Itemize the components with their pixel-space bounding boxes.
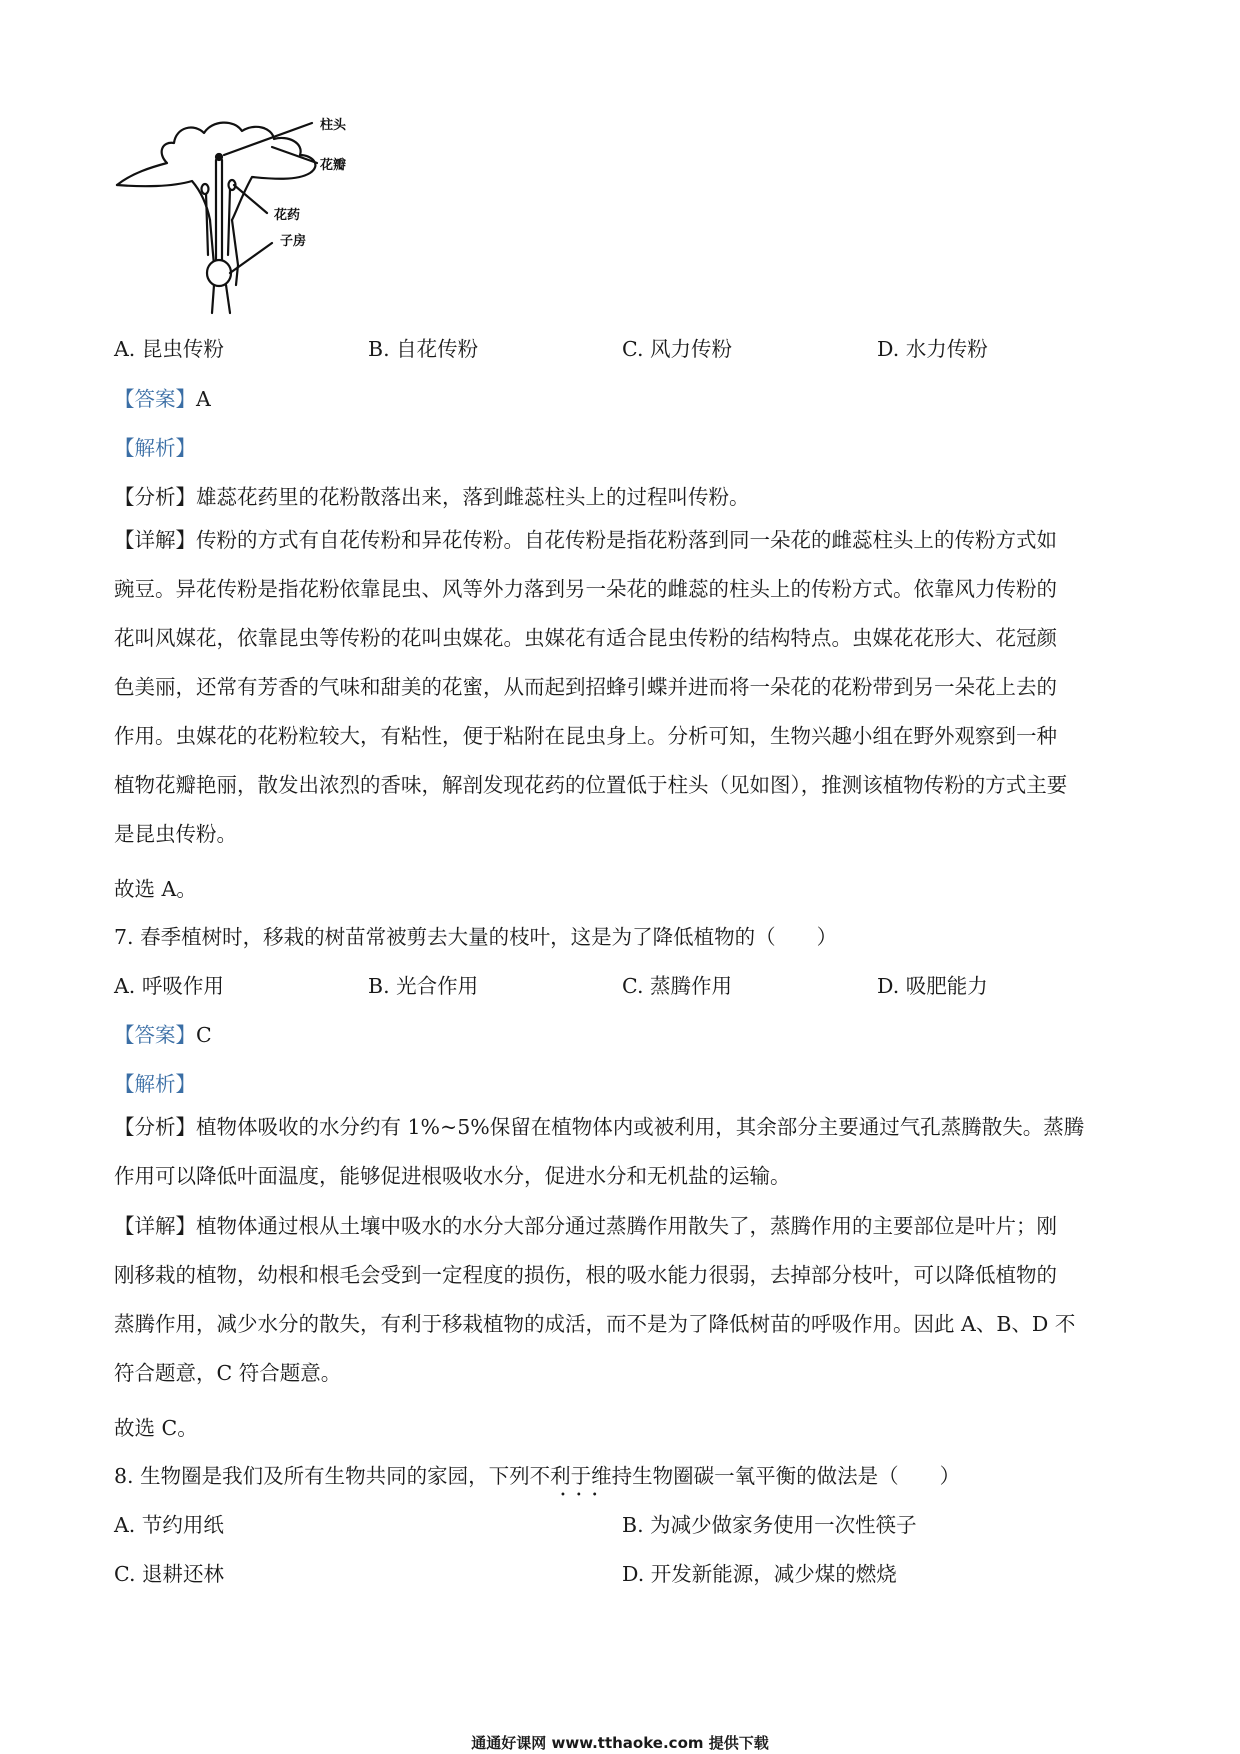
q7-analysis-tag: 【解析】 (114, 1072, 196, 1096)
xiangjie-line: 蒸腾作用，减少水分的散失，有利于移栽植物的成活，而不是为了降低树苗的呼吸作用。因此 A、B、D 不 (114, 1312, 1076, 1336)
fenxi-tag: 【分析】 (114, 485, 196, 509)
q6-conclusion: 故选 A。 (114, 877, 197, 901)
xiangjie-line: 刚移栽的植物，幼根和根毛会受到一定程度的损伤，根的吸水能力很弱，去掉部分枝叶，可以降低植物的 (114, 1263, 1057, 1287)
q7-fenxi (114, 1112, 1132, 1210)
q7-options (0, 969, 1240, 999)
q6-option-c: C. 风力传粉 (622, 337, 732, 361)
answer-value: A (196, 387, 211, 411)
q8-option-c: C. 退耕还林 (114, 1562, 224, 1586)
label-ovary: 子房 (280, 234, 307, 249)
q7-option-c: C. 蒸腾作用 (622, 974, 732, 998)
xiangjie-line: 作用。虫媒花的花粉粒较大，有粘性，便于粘附在昆虫身上。分析可知，生物兴趣小组在野外观察到一种 (114, 724, 1057, 748)
q6-answer (114, 382, 211, 412)
flower-diagram-svg (112, 115, 432, 315)
q7-option-b: B. 光合作用 (368, 974, 479, 998)
q7-conclusion: 故选 C。 (114, 1416, 198, 1440)
q8-option-b: B. 为减少做家务使用一次性筷子 (622, 1513, 917, 1537)
q6-xiangjie (114, 525, 1132, 868)
q6-option-b: B. 自花传粉 (368, 337, 479, 361)
xiangjie-tag: 【详解】 (114, 1214, 196, 1238)
fenxi-text: 雄蕊花药里的花粉散落出来，落到雌蕊柱头上的过程叫传粉。 (196, 485, 750, 509)
xiangjie-line: 植物花瓣艳丽，散发出浓烈的香味，解剖发现花药的位置低于柱头（见如图），推测该植物传粉的方式主要 (114, 773, 1068, 797)
answer-tag: 【答案】 (114, 1023, 196, 1047)
xiangjie-line: 豌豆。异花传粉是指花粉依靠昆虫、风等外力落到另一朵花的雌蕊的柱头上的传粉方式。依靠风力传粉的 (114, 577, 1057, 601)
q6-options (0, 332, 1240, 362)
q7-stem: 7. 春季植树时，移栽的树苗常被剪去大量的枝叶，这是为了降低植物的（ ） (114, 925, 838, 949)
q8-options-row1 (0, 1508, 1240, 1538)
answer-tag: 【答案】 (114, 387, 196, 411)
q7-xiangjie (114, 1211, 1132, 1407)
q6-analysis-tag: 【解析】 (114, 436, 196, 460)
fenxi-line: 植物体吸收的水分约有 1%~5%保留在植物体内或被利用，其余部分主要通过气孔蒸腾散失。蒸腾 (196, 1115, 1085, 1139)
emphasis-dots: • • • (560, 1490, 598, 1501)
q7-answer (114, 1018, 212, 1048)
xiangjie-line: 传粉的方式有自花传粉和异花传粉。自花传粉是指花粉落到同一朵花的雌蕊柱头上的传粉方式如 (196, 528, 1057, 552)
answer-value: C (196, 1023, 212, 1047)
q8-stem: 8. 生物圈是我们及所有生物共同的家园，下列不利于维持生物圈碳一氧平衡的做法是（ ） (114, 1464, 961, 1488)
q7-option-d: D. 吸肥能力 (877, 974, 988, 998)
page-footer: 通通好课网 www.tthaoke.com 提供下载 (471, 1734, 769, 1752)
q8-option-d: D. 开发新能源，减少煤的燃烧 (622, 1562, 897, 1586)
q8-option-a: A. 节约用纸 (114, 1513, 224, 1537)
label-stigma: 柱头 (320, 118, 347, 133)
xiangjie-line: 是昆虫传粉。 (114, 822, 237, 846)
fenxi-line: 作用可以降低叶面温度，能够促进根吸收水分，促进水分和无机盐的运输。 (114, 1164, 791, 1188)
fenxi-tag: 【分析】 (114, 1115, 196, 1139)
xiangjie-line: 花叫风媒花，依靠昆虫等传粉的花叫虫媒花。虫媒花有适合昆虫传粉的结构特点。虫媒花花形大、花冠颜 (114, 626, 1057, 650)
flower-diagram (112, 115, 432, 315)
xiangjie-line: 色美丽，还常有芳香的气味和甜美的花蜜，从而起到招蜂引蝶并进而将一朵花的花粉带到另一朵花上去的 (114, 675, 1057, 699)
xiangjie-line: 植物体通过根从土壤中吸水的水分大部分通过蒸腾作用散失了，蒸腾作用的主要部位是叶片；刚 (196, 1214, 1057, 1238)
xiangjie-line: 符合题意，C 符合题意。 (114, 1361, 342, 1385)
xiangjie-tag: 【详解】 (114, 528, 196, 552)
q6-option-d: D. 水力传粉 (877, 337, 988, 361)
q6-fenxi (114, 480, 750, 510)
q7-option-a: A. 呼吸作用 (114, 974, 224, 998)
label-petal: 花瓣 (320, 158, 347, 173)
q8-options-row2 (0, 1557, 1240, 1587)
label-anther: 花药 (274, 208, 301, 223)
q6-option-a: A. 昆虫传粉 (114, 337, 224, 361)
